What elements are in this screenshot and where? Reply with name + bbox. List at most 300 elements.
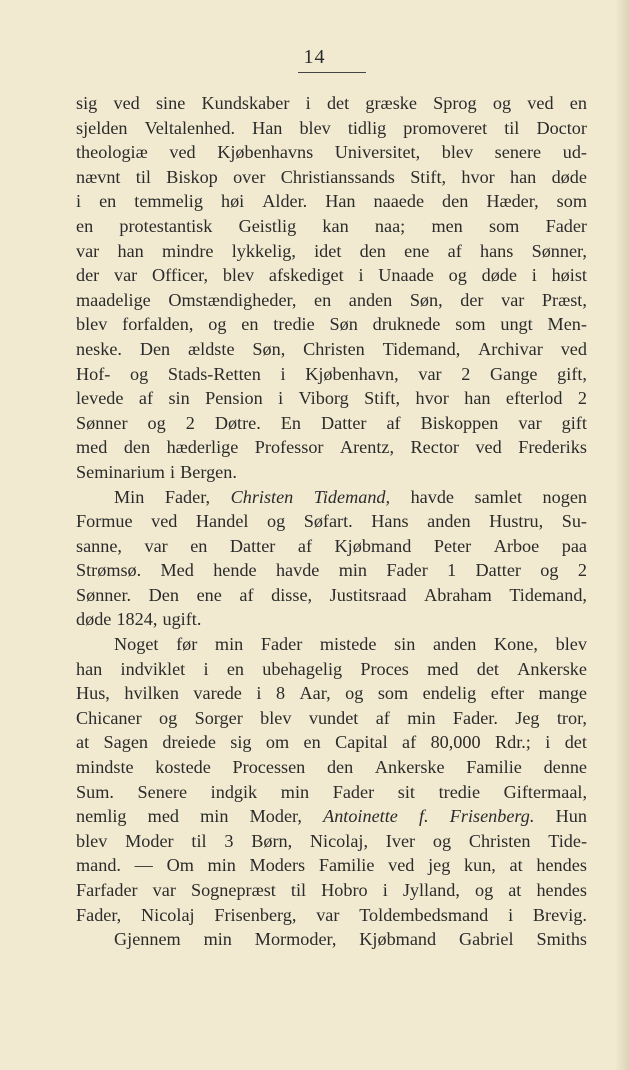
word: han xyxy=(510,166,537,187)
word: Smiths xyxy=(536,929,587,950)
word: tredie xyxy=(273,314,315,335)
word: min xyxy=(200,806,229,827)
word: Frederiks xyxy=(518,437,587,458)
word: var xyxy=(316,904,340,925)
word: Unaade xyxy=(378,265,434,286)
word: Mormoder, xyxy=(254,929,337,950)
word: Antoinette xyxy=(323,806,398,827)
word: var xyxy=(501,289,525,310)
word: til xyxy=(504,117,520,138)
word: Frisenberg. xyxy=(449,806,535,827)
text-line xyxy=(76,140,587,165)
word: af xyxy=(386,412,401,433)
word: var xyxy=(76,240,100,261)
word: Fader. xyxy=(452,707,498,728)
word: Bergen. xyxy=(180,461,237,482)
word: nemlig xyxy=(76,806,127,827)
word: og xyxy=(492,93,512,113)
word: med xyxy=(427,658,459,679)
word: Stads-Retten xyxy=(167,363,261,384)
word: vundet xyxy=(308,707,359,728)
text-line xyxy=(76,878,587,903)
text-line xyxy=(76,165,587,190)
word: Ankerske xyxy=(374,757,445,778)
word: Capital xyxy=(335,732,388,753)
word: til xyxy=(191,830,207,851)
word: Sønner, xyxy=(531,240,587,261)
word: min xyxy=(203,929,232,950)
word: mistede xyxy=(319,634,377,655)
word: og xyxy=(130,363,149,384)
text-line xyxy=(76,730,587,755)
word: naa; xyxy=(374,215,406,236)
word: — xyxy=(134,855,153,876)
word: Iver xyxy=(385,830,416,851)
word: 1 xyxy=(447,560,457,581)
word: naaede xyxy=(373,191,425,212)
word: anden xyxy=(348,289,393,310)
page-edge-shadow xyxy=(615,0,629,1070)
text-line xyxy=(76,189,587,214)
text-line xyxy=(76,239,587,264)
word: Archivar xyxy=(478,338,543,359)
word: Biskoppen xyxy=(420,412,499,433)
word: Geistlig xyxy=(238,215,297,236)
word: levede xyxy=(76,388,124,409)
word: Viborg xyxy=(298,388,349,409)
word: en xyxy=(76,215,94,236)
word: sin xyxy=(168,388,190,409)
word: ved xyxy=(527,93,554,113)
word: til xyxy=(135,166,151,187)
word: hvor xyxy=(415,388,449,409)
word: senere xyxy=(494,142,542,163)
text-line xyxy=(76,485,587,510)
text-line xyxy=(76,804,587,829)
word: endelig xyxy=(422,683,477,704)
word: blev xyxy=(222,265,255,286)
word: neske. xyxy=(76,338,122,359)
word: Stift, xyxy=(364,388,401,409)
word: tror, xyxy=(556,707,587,728)
word: høist xyxy=(551,265,587,286)
word: sig xyxy=(76,93,98,113)
word: lykkelig, xyxy=(231,240,296,261)
word: sjelden xyxy=(76,117,128,138)
word: jeg xyxy=(428,855,451,876)
word: Præst, xyxy=(541,289,587,310)
word: mand. xyxy=(76,855,121,876)
body-text xyxy=(76,91,587,952)
word: en xyxy=(569,93,587,113)
word: døde xyxy=(551,166,587,187)
word: døde xyxy=(481,265,517,286)
word: om xyxy=(265,732,290,753)
word: 80,000 xyxy=(430,732,481,753)
word: Formue xyxy=(76,511,133,532)
word: hende xyxy=(213,560,257,581)
word: blev xyxy=(76,314,108,335)
word: en xyxy=(190,535,208,556)
word: over xyxy=(233,166,266,187)
text-line xyxy=(76,362,587,387)
word: Fader xyxy=(260,634,303,655)
word: 2 xyxy=(185,412,195,433)
word: Fader xyxy=(332,781,375,802)
word: kan xyxy=(322,215,349,236)
word: i xyxy=(305,93,311,113)
word: ungt xyxy=(500,314,533,335)
word: f. xyxy=(418,806,429,827)
word: i xyxy=(358,265,364,286)
word: Christen xyxy=(468,830,531,851)
text-line xyxy=(76,780,587,805)
word: var xyxy=(114,265,138,286)
word: theologiæ xyxy=(76,142,148,163)
text-line xyxy=(76,435,587,460)
word: han xyxy=(76,658,103,679)
text-line xyxy=(76,288,587,313)
word: varede xyxy=(193,683,242,704)
word: høi xyxy=(220,191,245,212)
word: en xyxy=(314,289,332,310)
word: Stift, xyxy=(410,166,447,187)
word: hendes xyxy=(536,855,587,876)
word: af xyxy=(375,707,390,728)
word: 2 xyxy=(577,560,587,581)
word: idet xyxy=(314,240,342,261)
word: Sagen xyxy=(103,732,148,753)
word: men xyxy=(431,215,463,236)
word: ved xyxy=(388,855,415,876)
word: var xyxy=(144,535,168,556)
word: Universitet, xyxy=(334,142,421,163)
word: 2 xyxy=(577,388,587,409)
word: der xyxy=(76,265,100,286)
word: Handel xyxy=(195,511,249,532)
word: blev xyxy=(260,707,292,728)
word: mange xyxy=(538,683,587,704)
word: Jylland, xyxy=(402,880,460,900)
word: Sum. xyxy=(76,781,114,802)
text-line xyxy=(76,657,587,682)
word: mindre xyxy=(161,240,214,261)
word: Han xyxy=(252,117,283,138)
text-line xyxy=(76,214,587,239)
word: af xyxy=(402,732,417,753)
word: Hof- xyxy=(76,363,111,384)
word: Christianssands xyxy=(280,166,395,187)
word: ved xyxy=(113,93,140,113)
word: Sønner. xyxy=(76,584,132,605)
word: Fader xyxy=(545,215,587,236)
word: ved xyxy=(151,511,178,532)
word: og xyxy=(540,560,559,581)
word: Tidemand, xyxy=(382,338,461,359)
word: Strømsø. xyxy=(76,560,142,581)
word: Chicaner xyxy=(76,707,142,728)
word: Fader, xyxy=(164,486,211,507)
word: Gange xyxy=(490,363,538,384)
word: Sognepræst xyxy=(190,880,276,900)
word: Su- xyxy=(561,511,587,532)
word: ud- xyxy=(562,142,587,163)
word: i xyxy=(278,388,284,409)
word: ældste xyxy=(188,338,235,359)
word: at xyxy=(76,732,90,753)
word: Sorger xyxy=(194,707,243,728)
word: at xyxy=(509,855,523,876)
word: Pension xyxy=(205,388,263,409)
word: nævnt xyxy=(76,166,121,187)
word: af xyxy=(239,584,254,605)
word: Sønner xyxy=(76,412,128,433)
word: mindste xyxy=(76,757,134,778)
word: Professor xyxy=(254,437,324,458)
word: Doctor xyxy=(536,117,587,138)
word: indviklet xyxy=(120,658,186,679)
word: Christen xyxy=(303,338,365,359)
word: blev xyxy=(555,634,587,655)
word: Men- xyxy=(547,314,587,335)
text-line xyxy=(76,755,587,780)
word: blev xyxy=(76,830,108,851)
word: anden xyxy=(427,511,471,532)
word: Omstændigheder, xyxy=(168,289,297,310)
word: min xyxy=(207,855,236,876)
word: i xyxy=(76,191,82,212)
word: Datter xyxy=(229,535,276,556)
word: Hustru, xyxy=(489,511,544,532)
word: Tidemand, xyxy=(509,584,587,605)
word: græske xyxy=(365,93,417,113)
word: af xyxy=(138,388,154,409)
word: Seminarium xyxy=(76,461,165,482)
word: før xyxy=(176,634,198,655)
word: promoveret xyxy=(403,117,488,138)
word: i xyxy=(382,880,388,900)
word: Moder, xyxy=(249,806,302,827)
text-line xyxy=(76,706,587,731)
text-line xyxy=(76,903,587,928)
word: Rector xyxy=(410,437,459,458)
text-line xyxy=(76,116,587,141)
word: Fader, xyxy=(76,904,122,925)
word: maadelige xyxy=(76,289,151,310)
word: en xyxy=(99,191,117,212)
word: i xyxy=(280,363,286,384)
text-line xyxy=(76,853,587,878)
word: blev xyxy=(441,142,474,163)
word: 8 xyxy=(275,683,286,704)
word: Frisenberg, xyxy=(214,904,297,925)
word: Christen xyxy=(230,486,294,507)
text-line xyxy=(76,927,587,952)
word: disse, xyxy=(271,584,313,605)
word: der xyxy=(460,289,484,310)
word: og xyxy=(159,707,178,728)
word: Moder xyxy=(125,830,174,851)
word: Processen xyxy=(232,757,306,778)
word: Kjøbmand xyxy=(359,929,437,950)
word: en xyxy=(303,732,321,753)
word: hvilken xyxy=(124,683,179,704)
word: kun, xyxy=(464,855,496,876)
word: det xyxy=(476,658,499,679)
word: ene xyxy=(196,584,222,605)
word: gift xyxy=(561,412,587,433)
word: Min xyxy=(114,486,145,507)
word: Hus, xyxy=(76,683,110,704)
word: døde xyxy=(76,609,112,630)
word: af xyxy=(297,535,313,556)
word: min xyxy=(280,781,310,802)
word: Proces xyxy=(360,658,409,679)
text-line xyxy=(76,337,587,362)
word: gift, xyxy=(557,363,587,384)
word: Ankerske xyxy=(517,658,587,679)
word: Familie xyxy=(466,757,522,778)
word: var xyxy=(518,412,542,433)
word: Brevig. xyxy=(532,904,587,925)
word: Alder. xyxy=(262,191,308,212)
word: og xyxy=(474,880,494,900)
text-line xyxy=(76,263,587,288)
word: Senere xyxy=(137,781,188,802)
word: denne xyxy=(543,757,587,778)
word: i xyxy=(203,658,209,679)
word: af xyxy=(447,240,462,261)
word: nogen xyxy=(542,486,587,507)
word: den xyxy=(442,191,469,212)
word: med xyxy=(76,437,108,458)
text-line xyxy=(76,312,587,337)
word: som xyxy=(489,215,520,236)
header-rule xyxy=(298,72,366,73)
word: anden xyxy=(432,634,477,655)
word: sine xyxy=(155,93,186,113)
word: i xyxy=(508,904,514,925)
word: Familie xyxy=(318,855,375,876)
word: var xyxy=(152,880,176,900)
word: i xyxy=(545,732,551,753)
word: Rdr.; xyxy=(494,732,531,753)
word: han xyxy=(464,388,491,409)
word: sin xyxy=(394,634,416,655)
word: havde xyxy=(275,560,320,581)
word: Biskop xyxy=(166,166,218,187)
word: Jeg xyxy=(515,707,540,728)
text-line xyxy=(76,386,587,411)
word: Søn xyxy=(329,314,358,335)
word: Nicolaj, xyxy=(309,830,369,851)
word: ugift. xyxy=(162,609,202,630)
text-line xyxy=(76,558,587,583)
word: hans xyxy=(480,240,514,261)
word: 2 xyxy=(461,363,471,384)
word: i xyxy=(531,265,537,286)
word: temmelig xyxy=(134,191,203,212)
word: som xyxy=(377,683,409,704)
word: Med xyxy=(160,560,194,581)
word: den xyxy=(359,240,386,261)
text-line xyxy=(76,607,587,632)
word: den xyxy=(326,757,354,778)
word: i xyxy=(256,683,262,704)
word: Søn, xyxy=(409,289,443,310)
word: hendes xyxy=(536,880,587,900)
word: hvor xyxy=(461,166,495,187)
word: ved xyxy=(169,142,196,163)
word: og xyxy=(266,511,286,532)
word: Hobro xyxy=(321,880,368,900)
word: Justitsraad xyxy=(329,584,407,605)
word: min xyxy=(407,707,436,728)
word: min xyxy=(214,634,244,655)
word: Kundskaber xyxy=(201,93,290,113)
word: Den xyxy=(148,584,179,605)
word: Gabriel xyxy=(459,929,514,950)
word: Arentz, xyxy=(339,437,394,458)
word: sit xyxy=(397,781,415,802)
word: ene xyxy=(404,240,430,261)
word: og xyxy=(432,830,452,851)
page-number: 14 xyxy=(303,46,326,68)
word: efter xyxy=(490,683,525,704)
word: 3 xyxy=(224,830,234,851)
word: kostede xyxy=(155,757,211,778)
text-line xyxy=(76,534,587,559)
text-line xyxy=(76,583,587,608)
word: Gjennem xyxy=(114,929,181,950)
word: tidlig xyxy=(347,117,387,138)
word: Kjøbenhavns xyxy=(217,142,314,163)
word: efterlod xyxy=(505,388,563,409)
word: sanne, xyxy=(76,535,122,556)
word: Toldembedsmand xyxy=(359,904,489,925)
word: Datter xyxy=(475,560,521,581)
word: protestantisk xyxy=(119,215,213,236)
word: var xyxy=(418,363,442,384)
word: hæderlige xyxy=(166,437,239,458)
word: Den xyxy=(139,338,171,359)
word: havde xyxy=(410,486,455,507)
word: Hans xyxy=(371,511,409,532)
word: som xyxy=(455,314,486,335)
word: Nicolaj xyxy=(141,904,195,925)
word: ubehagelig xyxy=(262,658,343,679)
word: Fader xyxy=(386,560,428,581)
word: ved xyxy=(475,437,502,458)
word: at xyxy=(508,880,522,900)
text-line xyxy=(76,509,587,534)
text-line xyxy=(76,411,587,436)
word: Han xyxy=(325,191,356,212)
word: Moders xyxy=(249,855,306,876)
word: Døtre. xyxy=(214,412,261,433)
word: sig xyxy=(230,732,252,753)
word: 1824, xyxy=(116,609,158,630)
word: Hæder, xyxy=(486,191,539,212)
word: Farfader xyxy=(76,880,138,900)
word: en xyxy=(241,314,259,335)
word: Arboe xyxy=(493,535,540,556)
word: Om xyxy=(166,855,194,876)
word: Tide- xyxy=(548,830,587,851)
word: Peter xyxy=(433,535,472,556)
word: afskediget xyxy=(268,265,344,286)
word: den xyxy=(123,437,151,458)
